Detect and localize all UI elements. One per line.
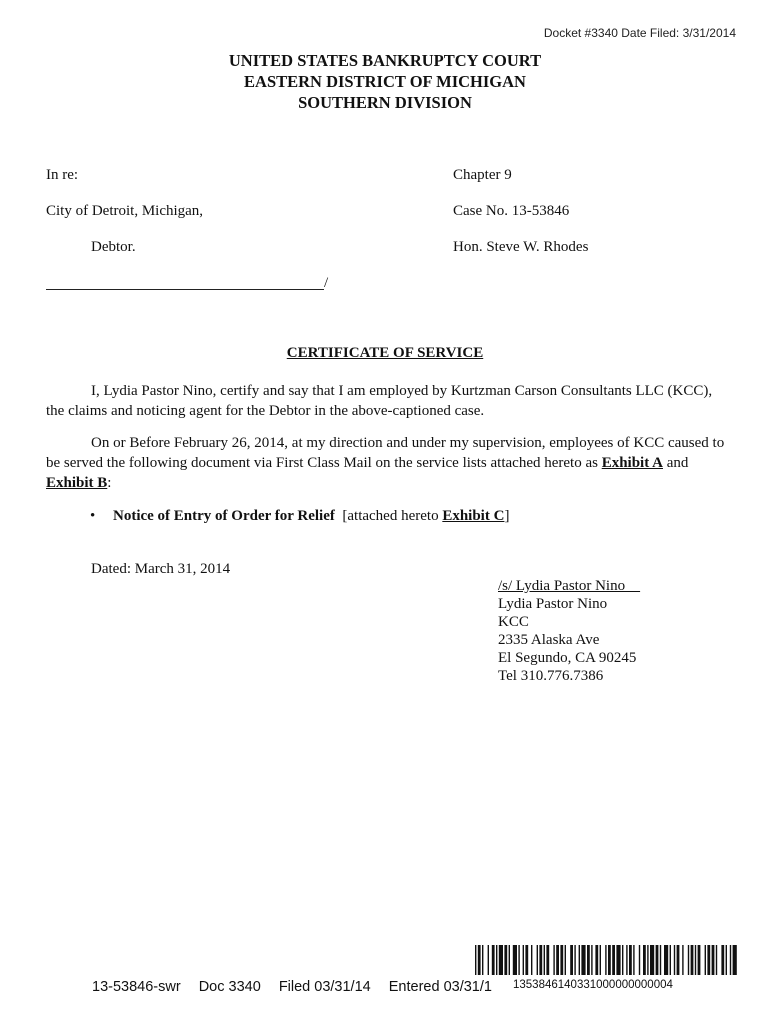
chapter-label: Chapter 9: [453, 167, 512, 183]
docket-stamp: Docket #3340 Date Filed: 3/31/2014: [543, 26, 736, 40]
signer-org: KCC: [498, 614, 529, 630]
bullet-icon: •: [90, 508, 96, 524]
caption-slash: /: [324, 275, 329, 291]
caption-rule: [46, 289, 324, 290]
paragraph-two-text: On or Before February 26, 2014, at my direction and under my supervision, employees of KCC caused to be served the following document via First Class Mail on the service lists attached hereto as: [46, 435, 725, 471]
paragraph-two-and: and: [662, 455, 689, 471]
paragraph-two-colon: :: [107, 475, 112, 491]
barcode-number: 1353846140331000000000004: [513, 979, 673, 991]
signer-phone: Tel 310.776.7386: [498, 668, 604, 684]
footer-doc: Doc 3340: [198, 979, 261, 995]
exhibit-a-ref: Exhibit A: [601, 455, 663, 471]
signer-name: Lydia Pastor Nino: [498, 596, 608, 612]
court-district: EASTERN DISTRICT OF MICHIGAN: [244, 72, 526, 91]
exhibit-b-ref: Exhibit B: [46, 475, 108, 491]
signature-line: /s/ Lydia Pastor Nino: [498, 578, 641, 594]
paragraph-one: [46, 381, 726, 421]
paragraph-two: [46, 433, 726, 493]
bullet-attached-text: [attached hereto: [334, 508, 443, 524]
certificate-title: CERTIFICATE OF SERVICE: [286, 345, 484, 361]
in-re-label: In re:: [46, 167, 79, 183]
court-heading: [0, 50, 770, 113]
footer-filed: Filed 03/31/14: [278, 979, 371, 995]
signer-address-street: 2335 Alaska Ave: [498, 632, 600, 648]
barcode-image: [475, 945, 737, 975]
paragraph-one-text: I, Lydia Pastor Nino, certify and say that I am employed by Kurtzman Carson Consultants LLC (KCC), the claims and noticing agent for the Debtor in the above-captioned case.: [46, 383, 713, 419]
signer-address-city: El Segundo, CA 90245: [498, 650, 637, 666]
debtor-role: Debtor.: [91, 239, 136, 255]
dated-line: Dated: March 31, 2014: [91, 561, 231, 577]
signature-block: [498, 577, 640, 685]
footer-entered: Entered 03/31/1: [388, 979, 492, 995]
judge-name: Hon. Steve W. Rhodes: [453, 239, 589, 255]
exhibit-c-ref: Exhibit C: [442, 508, 505, 524]
case-number: Case No. 13-53846: [453, 203, 570, 219]
debtor-party: City of Detroit, Michigan,: [46, 203, 204, 219]
bullet-close: ]: [504, 508, 510, 524]
footer-case: 13-53846-swr: [92, 979, 181, 995]
filing-footer: [92, 979, 506, 995]
court-name: UNITED STATES BANKRUPTCY COURT: [228, 51, 542, 70]
court-division: SOUTHERN DIVISION: [298, 93, 472, 112]
bullet-document-title: Notice of Entry of Order for Relief: [113, 508, 335, 524]
